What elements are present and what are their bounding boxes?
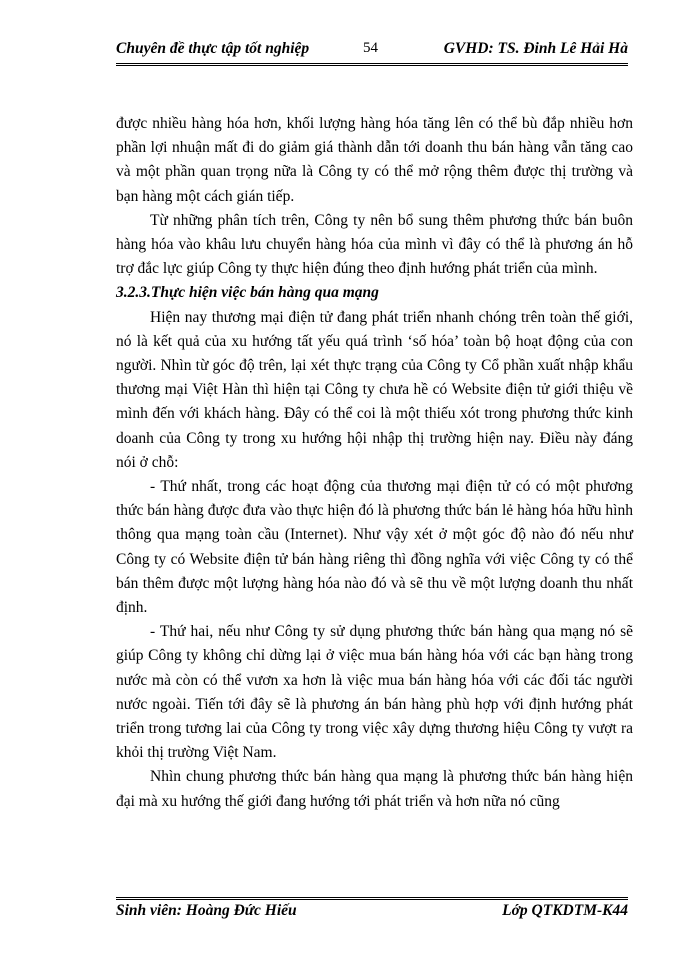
body-text (116, 112, 633, 814)
paragraph: được nhiều hàng hóa hơn, khối lượng hàng hóa tăng lên có thể bù đắp nhiều hơn phần lợi nhuận mất đi do giảm giá thành dẫn tới doanh thu bán hàng vẫn tăng cao và một phần quan trọng nữa là Công ty có thể mở rộng thêm được thị trường và bạn hàng một cách gián tiếp. (116, 115, 633, 205)
section-heading: 3.2.3.Thực hiện việc bán hàng qua mạng (116, 284, 379, 302)
paragraph: Từ những phân tích trên, Công ty nên bổ sung thêm phương thức bán buôn hàng hóa vào khâu lưu chuyển hàng hóa của mình vì đây có thể là phương án hỗ trợ đắc lực giúp Công ty thực hiện đúng theo định hướng phát triển của mình. (116, 211, 633, 278)
footer-rule (116, 897, 628, 900)
footer-student: Sinh viên: Hoàng Đức Hiếu (116, 902, 297, 919)
header-report-title: Chuyên đề thực tập tốt nghiệp (116, 40, 310, 57)
paragraph: - Thứ hai, nếu như Công ty sử dụng phương thức bán hàng qua mạng nó sẽ giúp Công ty không chỉ dừng lại ở việc mua bán hàng hóa với các bạn hàng trong nước mà còn có thể vươn xa hơn là việc mua bán hàng hóa với các đối tác người nước ngoài. Tiến tới đây sẽ là phương án bán hàng phù hợp với định hướng phát triển trong tương lai của Công ty trong việc xây dựng thương hiệu Công ty vượt ra khỏi thị trường Việt Nam. (116, 623, 633, 762)
paragraph: Hiện nay thương mại điện tử đang phát triển nhanh chóng trên toàn thế giới, nó là kết quả của xu hướng tất yếu quá trình ‘số hóa’ toàn bộ hoạt động của con người. Nhìn từ góc độ trên, lại xét thực trạng của Công ty Cổ phần xuất nhập khẩu thương mại Việt Hàn thì hiện tại Công ty chưa hề có Website điện tử giới thiệu về mình đến với khách hàng. Đây có thể coi là một thiếu xót trong phương thức kinh doanh của Công ty trong xu hướng hội nhập thị trường hiện nay. Điều này đáng nói ở chỗ: (116, 308, 633, 471)
header-supervisor: GVHD: TS. Đinh Lê Hải Hà (443, 40, 628, 57)
page-footer (116, 902, 628, 924)
page-number: 54 (363, 40, 378, 56)
header-rule (116, 63, 628, 66)
paragraph: Nhìn chung phương thức bán hàng qua mạng là phương thức bán hàng hiện đại mà xu hướng thế giới đang hướng tới phát triển và hơn nữa nó cũng (116, 768, 633, 810)
paragraph: - Thứ nhất, trong các hoạt động của thương mại điện tử có có một phương thức bán hàng được đưa vào thực hiện đó là phương thức bán lẻ hàng hóa hữu hình thông qua mạng toàn cầu (Internet). Như vậy xét ở một góc độ nào đó nếu như Công ty có Website điện tử bán hàng riêng thì đồng nghĩa với việc Công ty có thể bán thêm được một lượng hàng hóa nào đó và sẽ thu về một lượng doanh thu nhất định. (116, 478, 633, 617)
page-header (116, 38, 628, 62)
footer-class: Lớp QTKDTM-K44 (502, 902, 628, 919)
